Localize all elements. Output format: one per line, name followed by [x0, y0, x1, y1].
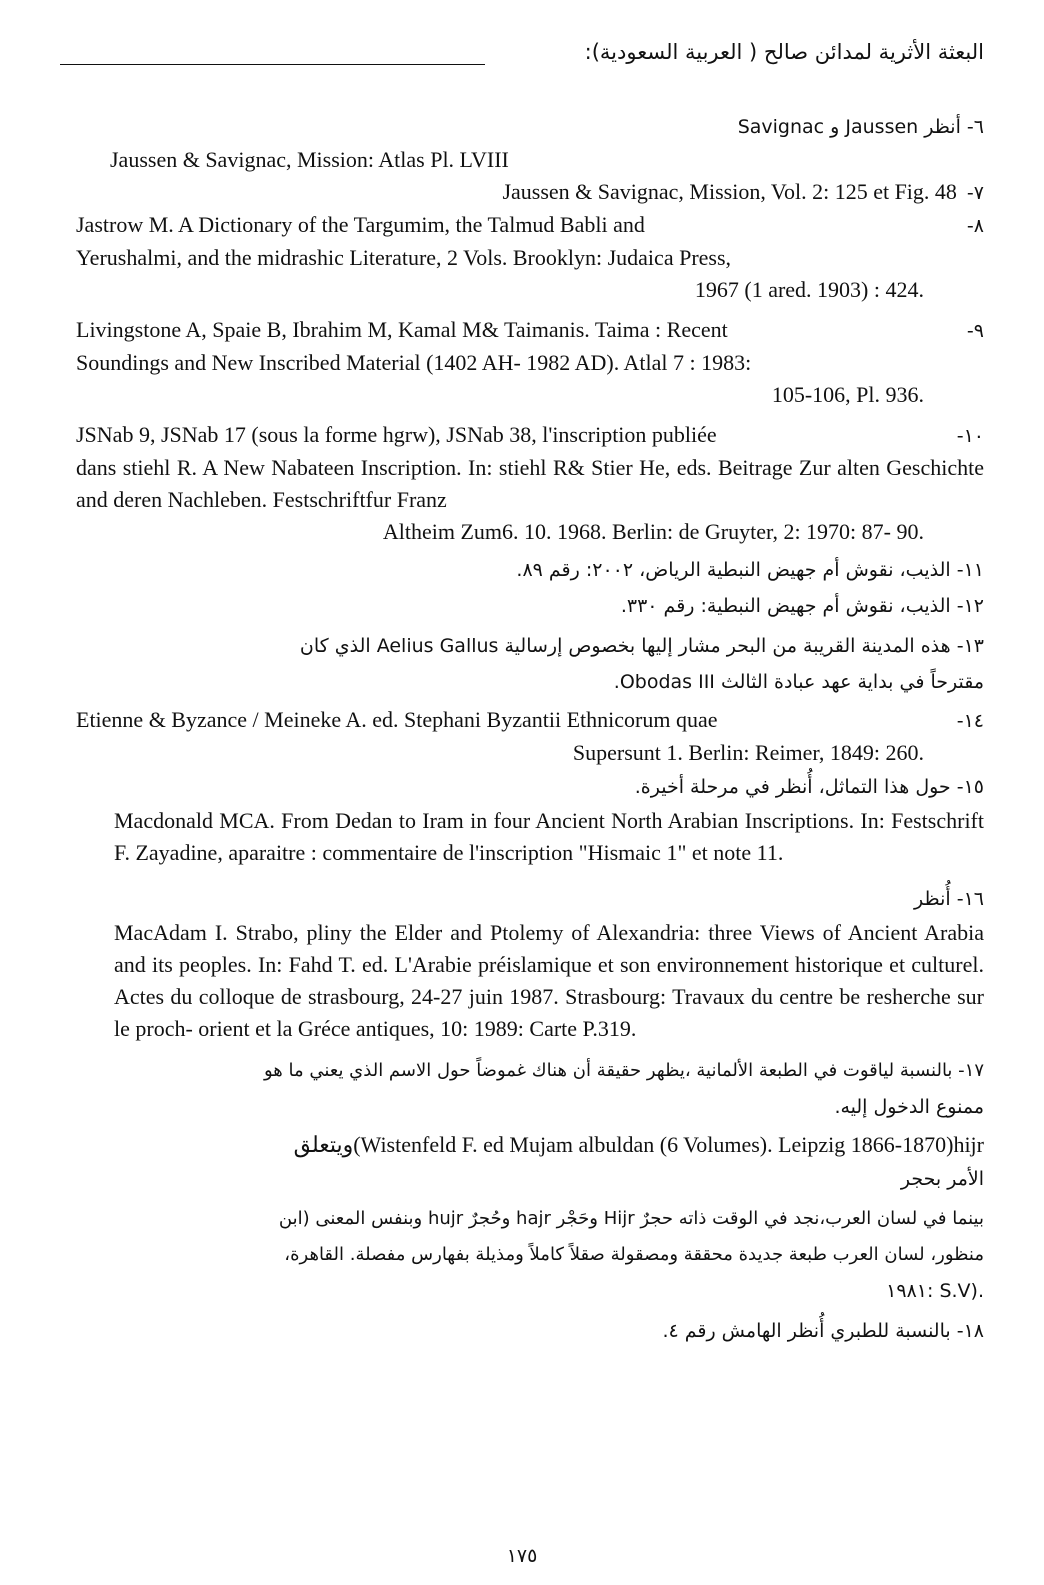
note-13-line2: مقترحاً في بداية عهد عبادة الثالث Obodas III.: [613, 671, 984, 693]
note-17-line3: ويتعلق(Wistenfeld F. ed Mujam albuldan (6 Volumes). Leipzig 1866-1870)hijr: [293, 1132, 984, 1157]
note-14: [76, 704, 984, 737]
running-header: [60, 40, 984, 80]
note-10-line3: Altheim Zum6. 10. 1968. Berlin: de Gruyter, 2: 1970: 87- 90.: [382, 519, 924, 544]
note-18: ١٨- بالنسبة للطبري أُنظر الهامش رقم ٤.: [662, 1320, 984, 1342]
note-12: ١٢- الذيب، نقوش أم جهيض النبطية: رقم ٣٣٠.: [620, 595, 984, 617]
note-10-text: JSNab 9, JSNab 17 (sous la forme hgrw), JSNab 38, l'inscription publiée: [76, 422, 717, 447]
note-9-line2: Soundings and New Inscribed Material (1402 AH- 1982 AD). Atlal 7 : 1983:: [76, 350, 752, 375]
header-title: البعثة الأثرية لمدائن صالح ( العربية السعودية):: [584, 40, 984, 64]
note-9-number: -٩: [966, 320, 984, 342]
note-17-line7: .(S.V :١٩٨١: [886, 1280, 984, 1302]
footnotes: [76, 110, 984, 1349]
note-16-reference: MacAdam I. Strabo, pliny the Elder and Ptolemy of Alexandria: three Views of Ancient Arabia and its peoples. In: Fahd T. ed. L'Arabie préislamique et son environnement historique et culturel. Actes du colloque de strasbourg, 24-27 juin 1987. Strasbourg: Travaux du centre be resherche sur le proch- orient et la Gréce antiques, 10: 1989: Carte P.319.: [114, 920, 984, 1041]
note-14-number: -١٤: [956, 710, 984, 732]
note-14-line2: Supersunt 1. Berlin: Reimer, 1849: 260.: [572, 740, 924, 765]
note-6-ref: Jaussen & Savignac, Mission: Atlas Pl. LVIII: [110, 147, 509, 172]
note-9-text: Livingstone A, Spaie B, Ibrahim M, Kamal M& Taimanis. Taima : Recent: [76, 317, 728, 342]
note-17-line4: الأمر بحجر: [900, 1168, 984, 1190]
note-9-line3: 105-106, Pl. 936.: [771, 382, 924, 407]
note-10-number: -١٠: [956, 425, 984, 447]
note-16: ١٦- أُنظر: [914, 888, 984, 910]
note-7-text: Jaussen & Savignac, Mission, Vol. 2: 125 et Fig. 48: [502, 179, 957, 204]
note-11: ١١- الذيب، نقوش أم جهيض النبطية الرياض، ٢٠٠٢: رقم ٨٩.: [516, 559, 984, 581]
note-8-text: Jastrow M. A Dictionary of the Targumim, the Talmud Babli and: [76, 212, 645, 237]
note-8: [76, 209, 984, 242]
page-number: ١٧٥: [506, 1545, 538, 1567]
note-17-line2: ممنوع الدخول إليه.: [834, 1096, 984, 1118]
note-9: [76, 314, 984, 347]
note-8-line3: 1967 (1 ared. 1903) : 424.: [694, 277, 924, 302]
note-17-line1: ١٧- بالنسبة لياقوت في الطبعة الألمانية ،يظهر حقيقة أن هناك غموضاً حول الاسم الذي يعني ما هو: [263, 1060, 984, 1081]
note-15: ١٥- حول هذا التماثل، أُنظر في مرحلة أخيرة.: [634, 776, 984, 798]
note-7-number: -٧: [966, 182, 984, 204]
note-7: [76, 176, 984, 209]
note-17-line5: بينما في لسان العرب،نجد في الوقت ذاته حجرٌ Hijr وحَجْر hajr وحُجرٌ hujr وبنفس المعنى (ابن: [278, 1208, 984, 1229]
note-8-line2: Yerushalmi, and the midrashic Literature, 2 Vols. Brooklyn: Judaica Press,: [76, 245, 732, 270]
note-14-text: Etienne & Byzance / Meineke A. ed. Stephani Byzantii Ethnicorum quae: [76, 707, 718, 732]
note-8-number: -٨: [966, 215, 984, 237]
note-15-reference: Macdonald MCA. From Dedan to Iram in four Ancient North Arabian Inscriptions. In: Festschrift F. Zayadine, aparaitre : commentaire de l'inscription "Hismaic 1" et note 11.: [114, 808, 984, 865]
header-rule: [60, 64, 485, 65]
note-10: [76, 419, 984, 452]
note-10-line2: dans stiehl R. A New Nabateen Inscription. In: stiehl R& Stier He, eds. Beitrage Zur alten Geschichte and deren Nachleben. Festschriftfur Franz: [76, 455, 984, 512]
note-17-line6: منظور، لسان العرب طبعة جديدة محققة ومصقولة صقلاً كاملاً ومذيلة بفهارس مفصلة. القاهرة،: [284, 1244, 984, 1265]
note-6-heading: ٦- أنظر Jaussen و Savignac: [737, 116, 984, 138]
note-13-line1: ١٣- هذه المدينة القريبة من البحر مشار إليها بخصوص إرسالية Aelius Gallus الذي كان: [299, 635, 984, 657]
